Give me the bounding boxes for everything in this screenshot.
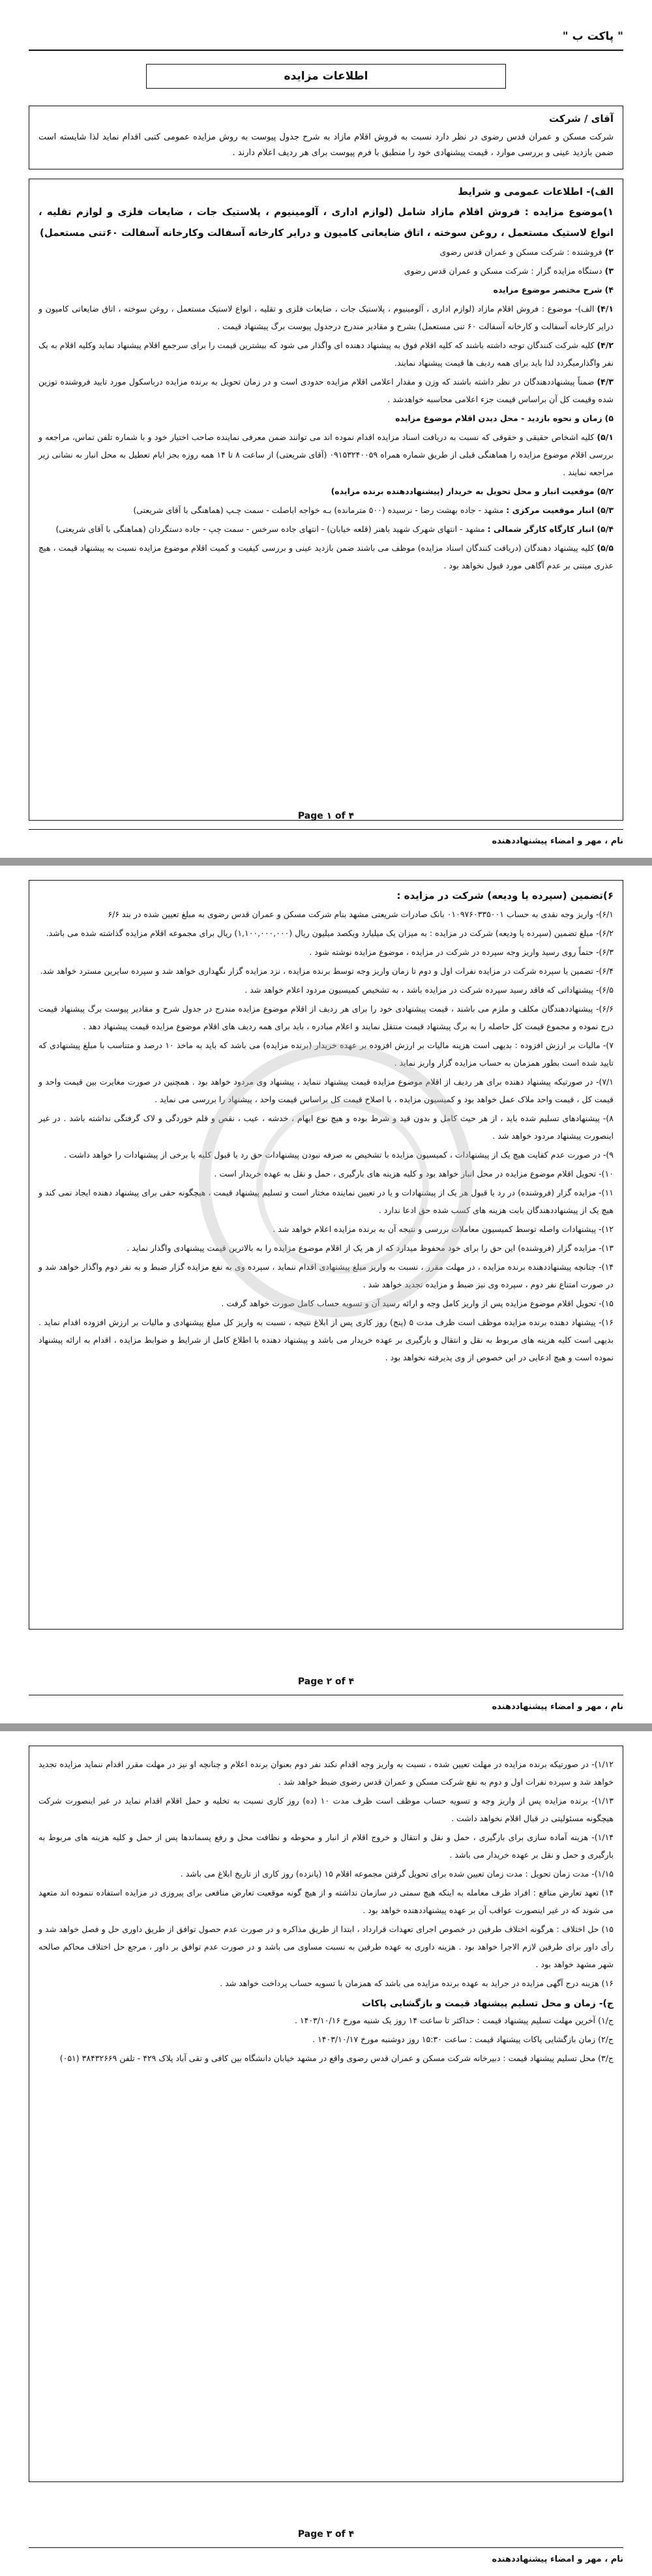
signature-line: نام ، مهر و امضاء پیشنهاددهنده — [29, 829, 623, 846]
clause-6-1: ۶/۱)- واریز وجه نقدی به حساب ۰۱۰۹۷۶۰۳۳۵۰۰۱ بانک صادرات شریعتی مشهد بنام شرکت مسکن و عمران قدس رضوی به مبلغ تعیین شده در بند ۶/۶ — [108, 909, 614, 919]
clause-9: ۹)- در صورت عدم کفایت هیچ یک از پیشنهادات ، کمیسیون مزایده با تشخیص به صرفه نبودن پیشنهادات حق رد یا قبول کلیه یا برخی از پیشنهادات را خواهد داشت . — [63, 1150, 614, 1160]
clause-4: ۴)شرح مختصر موضوع مزایده — [493, 285, 614, 295]
clause-1-12: ۱/۱۲)- در صورتیکه برنده مزایده در مهلت تعیین شده ، نسبت به واریز وجه اقدام نکند نفر دوم بعنوان برنده اعلام و چنانچه او نیز در مهلت مقرر اقدام ننماید مزایده تجدید خواهد شد و سپرده نفرات اول و دوم به نفع شرکت مسکن و عمران قدس رضوی ضبط خواهد شد . — [38, 1759, 614, 1787]
page-number: Page ۲ of ۴ — [297, 1676, 355, 1687]
page-footer — [29, 2529, 623, 2564]
clause-6-3: ۶/۳)- حتماً روی رسید واریز وجه سپرده در شرکت در مزایده ، موضوع مزایده نوشته شود . — [309, 947, 614, 957]
page-footer — [29, 811, 623, 846]
signature-line: نام ، مهر و امضاء پیشنهاددهنده — [29, 1695, 623, 1712]
signature-line: نام ، مهر و امضاء پیشنهاددهنده — [29, 2547, 623, 2564]
general-conditions-section — [29, 179, 623, 821]
clause-3: ۳)دستگاه مزایده گزار : شرکت مسکن و عمران قدس رضوی — [404, 266, 614, 276]
clause-4-1: ۴/۱)الف)- موضوع : فروش اقلام مازاد (لوازم اداری ، آلومینیوم ، پلاستیک جات ، ضایعات فلزی و تقلیه ، انواع لاستیک مستعمل ، روغن سوخته ، اتاق ضایعاتی کامیون و درایر کارخانه آسفالت و کارخانه آسفالت ۶۰ تنی مستعمل) بشرح و مقادیر مندرج درجدول پیوست برگ پیشنهاد قیمت . — [38, 304, 614, 331]
intro-text: شرکت مسکن و عمران قدس رضوی در نظر دارد نسبت به فروش اقلام مازاد به شرح جدول پیوست به روش مزایده عمومی کتبی اقدام نماید لذا شایسته است ضمن بازدید عینی و بررسی موارد ، قیمت پیشنهادی خود را منطبق با فرم پیوست برای هر ردیف اعلام دارند . — [38, 132, 614, 158]
page-number: Page ۳ of ۴ — [297, 2529, 355, 2539]
clause-1-13: ۱/۱۳)- برنده مزایده پس از واریز وجه و تسویه حساب موظف است ظرف مدت ۱۰ (ده) روز کاری نسبت به تخلیه و حمل اقلام اقدام نماید در غیر اینصورت شرکت هیچگونه مسئولیتی در قبال اقلام نخواهد داشت . — [38, 1796, 614, 1823]
clause-2: ۲)فروشنده : شرکت مسکن و عمران قدس رضوی — [439, 247, 614, 257]
clause-7: ۷)- مالیات بر ارزش افزوده : بدیهی است هزینه مالیات بر ارزش افزوده بر عهده خریدار (برنده مزایده) می باشد که باید به ماخذ ۱۰ درصد و متناسب با مبلغ پیشنهادی که تایید شده است بطور همزمان به حساب مزایده گزار واریز نماید . — [38, 1040, 614, 1068]
clause-5-3: ۵/۳)انبار موقعیت مرکزی : مشهد - جاده بهشت رضا - نرسیده (۵۰۰ مترمانده) بـه خواجه اباصلت - سمت چـپ (هماهنگی با آقای شریعتی) — [133, 505, 614, 515]
clause-6-5: ۶/۵)- پیشنهاداتی که فاقد رسید سپرده شرکت در مزایده باشد ، به تشخیص کمیسیون مردود اعلام خواهد شد . — [244, 985, 614, 995]
package-label: " پاکت ب " — [562, 30, 623, 43]
clause-conflict-of-interest: ۱۴) تعهد تعارض منافع : افراد طرف معامله به اینکه هیچ سمتی در سازمان نداشته و از هیچ گونه موقعیت تعارض منافعی برای پیروزی در مزایده استفاده ننموده اند متعهد می شوند که در غیر اینصورت عواقب آن بر عهده پیشنهاددهنده خواهد بود . — [38, 1888, 614, 1915]
clause-13: ۱۳)- مزایده گزار (فروشنده) این حق را برای خود محفوظ میدارد که از هر یک از اقلام موضوع مزایده را به بالاترین قیمت پیشنهادی واگذار نماید . — [126, 1243, 614, 1253]
clause-c-3: ج/۳) محل تسلیم پیشنهاد قیمت : دبیرخانه شرکت مسکن و عمران قدس رضوی واقع در مشهد خیابان دانشگاه بین کافی و تقی آباد پلاک ۴۲۹ - تلفن ۳۸۴۳۲۶۶۹ (۰۵۱) — [59, 2053, 614, 2063]
delivery-section — [29, 1746, 623, 2482]
clause-12: ۱۲)- پیشنهادات واصله توسط کمیسیون معاملات بررسی و نتیجه آن به برنده مزایده اعلام خواهد شد . — [273, 1224, 614, 1234]
section-a-heading: الف)- اطلاعات عمومی و شرایط — [458, 186, 614, 198]
clause-6-6: ۶/۶)- پیشنهاددهندگان مکلف و ملزم می باشند ، قیمت پیشنهادی خود را برای هر ردیف از اقلام موضوع مزایده مندرج در جدول شرح و مقادیر پیوست برگ پیشنهاد قیمت درج نموده و مجموع قیمت کل حاصله را به برگ پیشنهاد قیمت منتقل نمایند و اعلام مبادره ، باید برای همه ردیف های اقلام موضوع مزایده قیمت پیشنهاد دهد . — [38, 1004, 614, 1031]
clause-5: ۵)زمان و نحوه بازدید - محل دیدن اقلام موضوع مزایده — [395, 413, 614, 423]
intro-heading: آقای / شرکت — [549, 113, 614, 124]
clause-advertising-cost: ۱۶) هزینه درج آگهی مزایده در جراید به عهده برنده مزایده می باشد که همزمان با تسویه حساب پرداخت خواهد شد . — [220, 1978, 614, 1988]
clause-5-2: ۵/۲)موقعیت انبار و محل تحویل به خریدار (پیشنهاددهنده برنده مزایده) — [331, 486, 614, 496]
document-page-3 — [0, 1731, 652, 2576]
clause-4-3: ۴/۳)ضمناً پیشنهاددهندگان در نظر داشته باشند که وزن و مقدار اعلامی اقلام مزایده حدودی است و در زمان تحویل به برنده مزایده درباسکول مورد تایید فروشنده توزین شده وقیمت کل آن براساس قیمت جزء اعلامی محاسبه خواهدشد . — [38, 377, 614, 404]
page-number: Page ۱ of ۴ — [297, 811, 355, 821]
section-b-heading: ۶)تضمین (سپرده یا ودیعه) شرکت در مزایده : — [396, 890, 614, 901]
document-page-2 — [0, 866, 652, 1723]
clause-15: ۱۵)- تحویل اقلام موضوع مزایده پس از واریز کامل وجه و ارائه رسید آن و تسویه حساب کامل صورت خواهد گرفت . — [221, 1298, 614, 1308]
clause-1: ۱)موضوع مزایده : فروش اقلام مازاد شامل (لوازم اداری ، آلومینیوم ، پلاستیک جات ، ضایعات فلزی و لوازم تقلیه ، انواع لاستیک مستعمل ، روغن سوخته ، اتاق ضایعاتی کامیون و درایر کارخانه آسفالت وکارخانه آسفالت ۶۰تنی مستعمل) — [38, 206, 614, 239]
clause-6-2: ۶/۲)- مبلغ تضمین (سپرده یا ودیعه) شرکت در مزایده : به میزان یک میلیارد ویکصد میلیون ریال (۱,۱۰۰,۰۰۰,۰۰۰) ریال برای مجموعه اقلام مزایده گذاشته شده می باشد. — [46, 928, 614, 938]
clause-1-14: ۱/۱۴)- هزینه آماده سازی برای بارگیری ، حمل و نقل و انتقال و خروج اقلام از انبار و محوطه و نظافت محل و رفع پسماندها پس از حمل و کلیه هزینه های مربوط به بارگیری و حمل و نقل بر عهده خریدار می باشد . — [38, 1832, 614, 1860]
clause-14: ۱۴)- چنانچه پیشنهاددهنده برنده مزایده ، در مهلت مقرر ، نسبت به واریز مبلغ پیشنهادی اقدام ننماید ، سپرده وی به نفع مزایده گزار ضبط و به نفر دوم واگذار خواهد شد و در صورت امتناع نفر دوم ، سپرده وی نیز ضبط و مزایده تجدید خواهد شد . — [38, 1262, 614, 1289]
deposit-section — [29, 880, 623, 1630]
clause-5-5: ۵/۵)کلیه پیشنهاد دهندگان (دریافت کنندگان اسناد مزایده) موظف می باشند ضمن بازدید عینی و بررسی کیفیت و کمیت اقلام موضوع مزایده نسبت به پیشنهاد قیمت ، هیچ عذری مبتنی بر عدم آگاهی مورد قبول نخواهد بود . — [38, 543, 614, 570]
page-footer — [29, 1676, 623, 1712]
clause-6-4: ۶/۴)- تضمین یا سپرده شرکت در مزایده نفرات اول و دوم تا زمان واریز وجه توسط برنده مزایده ، نزد مزایده گزار نگهداری خواهد شد و سپرده سایرین مسترد خواهد شد. — [40, 966, 614, 976]
clause-7-1: ۷/۱)- در صورتیکه پیشنهاد دهنده برای هر ردیف از اقلام موضوع مزایده قیمت پیشنهاد ننماید ، پیشنهاد وی مردود خواهد بود . همچنین در صورت مغایرت بین قیمت واحد و قیمت کل ، قیمت واحد ملاک عمل خواهد بود و کمیسیون مزایده ، با اصلاح قیمت کل براساس قیمت واحد ، پیشنهاد را بررسی می نماید . — [38, 1077, 614, 1104]
clause-c-1: ج/۱) آخرین مهلت تسلیم پیشنهاد قیمت : حداکثر تا ساعت ۱۴ روز یک شنبه مورخ ۱۴۰۳/۱۰/۱۶ . — [294, 2015, 614, 2025]
document-title: اطلاعات مزایده — [146, 64, 506, 89]
clause-11: ۱۱)- مزایده گزار (فروشنده) در رد یا قبول هر یک از پیشنهادات و یا در تعیین نماینده مختار است و تسلیم پیشنهاد قیمت ، هیچگونه حقی برای پیشنهاد دهنده ایجاد نمی کند و هیچ یک از پیشنهاددهندگان بابت هزینه های کسب شده حق ادعا ندارد . — [38, 1188, 614, 1215]
clause-dispute-resolution: ۱۵) حل اختلاف : هرگونه اختلاف طرفین در خصوص اجرای تعهدات قرارداد ، ابتدا از طریق مذاکره و در صورت عدم حصول توافق از طریق داوری حل و فصل خواهد شد و رأی داور برای طرفین لازم الاجرا خواهد بود . هزینه داوری به عهده طرفین به نسبت مساوی می باشد و در صورت عدم توافق بر داور ، مرجع حل اختلاف محاکم صالحه شهر مشهد خواهد بود . — [38, 1924, 614, 1969]
clause-5-1: ۵/۱)کلیه اشخاص حقیقی و حقوقی که نسبت به دریافت اسناد مزایده اقدام نموده اند می توانند ضمن معرفی نماینده صاحب اختیار خود و با شماره تلفن تماس، مراجعه و بررسی اقلام موضوع مزایده را هماهنگی قبلی از طریق شماره همراه ۰۹۱۵۳۲۴۰۰۵۹ (آقای شریعتی) از ساعت ۸ تا ۱۴ همه روزه بجز ایام تعطیل به محل انبار به نشانی زیر مراجعه نمایند . — [38, 432, 614, 477]
clause-10: ۱۰)- تحویل اقلام موضوع مزایده در محل انبار خواهد بود و کلیه هزینه های بارگیری ، حمل و نقل به عهده خریدار است . — [214, 1169, 614, 1178]
clause-16: ۱۶)- پیشنهاد دهنده برنده مزایده موظف است ظرف مدت ۵ (پنج) روز کاری پس از ابلاغ نتیجه ، نسبت به واریز کل مبلغ پیشنهادی و مالیات بر ارزش افزوده اقدام نماید . بدیهی است کلیه هزینه های مربوط به نقل و انتقال و بارگیری بر عهده خریدار می باشد و پیشنهاد دهنده با اطلاع کامل از شرایط و ضوابط مزایده ، اقدام به ارائه پیشنهاد نموده است و هیچ ادعایی در این خصوص از وی پذیرفته نخواهد بود . — [38, 1317, 614, 1362]
section-c-heading: ج)- زمان و محل تسلیم پیشنهاد قیمت و بازگشایی پاکات — [362, 1998, 614, 2009]
clause-8: ۸)- پیشنهادهای تسلیم شده باید ، از هر حیث کامل و بدون قید و شرط بوده و هیچ نوع ابهام ، خدشه ، عیب ، نقص و قلم خوردگی و لاک گرفتگی نداشته باشد . در غیر اینصورت پیشنهاد مردود خواهد شد . — [38, 1113, 614, 1141]
document-page-1 — [0, 0, 652, 858]
header-divider — [29, 50, 623, 51]
clause-1-15: ۱/۱۵)- مدت زمان تحویل : مدت زمان تعیین شده برای تحویل گرفتن مجموعه اقلام ۱۵ (پانزده) روز کاری از تاریخ ابلاغ می باشد . — [180, 1869, 614, 1879]
clause-4-2: ۴/۲)کلیه شرکت کنندگان توجه داشته باشند که کلیه اقلام فوق به پیشنهاد دهنده ای واگذار می شود که بیشترین قیمت را برای سرجمع اقلام پیشنهاد نماید وکلیه اقلام به یک نفر واگذارمیگردد لذا باید برای همه ردیف ها قیمت پیشنهاد نمایند. — [38, 340, 614, 368]
intro-box — [29, 106, 623, 169]
clause-5-4: ۵/۴)انبار کارگاه کارگر شمالی : مشهد - انتهای شهرک شهید باهنر (قلعه خیابان) - انتهای جاده سرخس - سمت چپ - جاده دستگردان (هماهنگی با آقای شریعتی) — [55, 524, 614, 534]
clause-c-2: ج/۲) زمان بازگشایی پاکات پیشنهاد قیمت : ساعت ۱۵:۳۰ روز دوشنبه مورخ ۱۴۰۳/۱۰/۱۷ . — [312, 2034, 614, 2044]
